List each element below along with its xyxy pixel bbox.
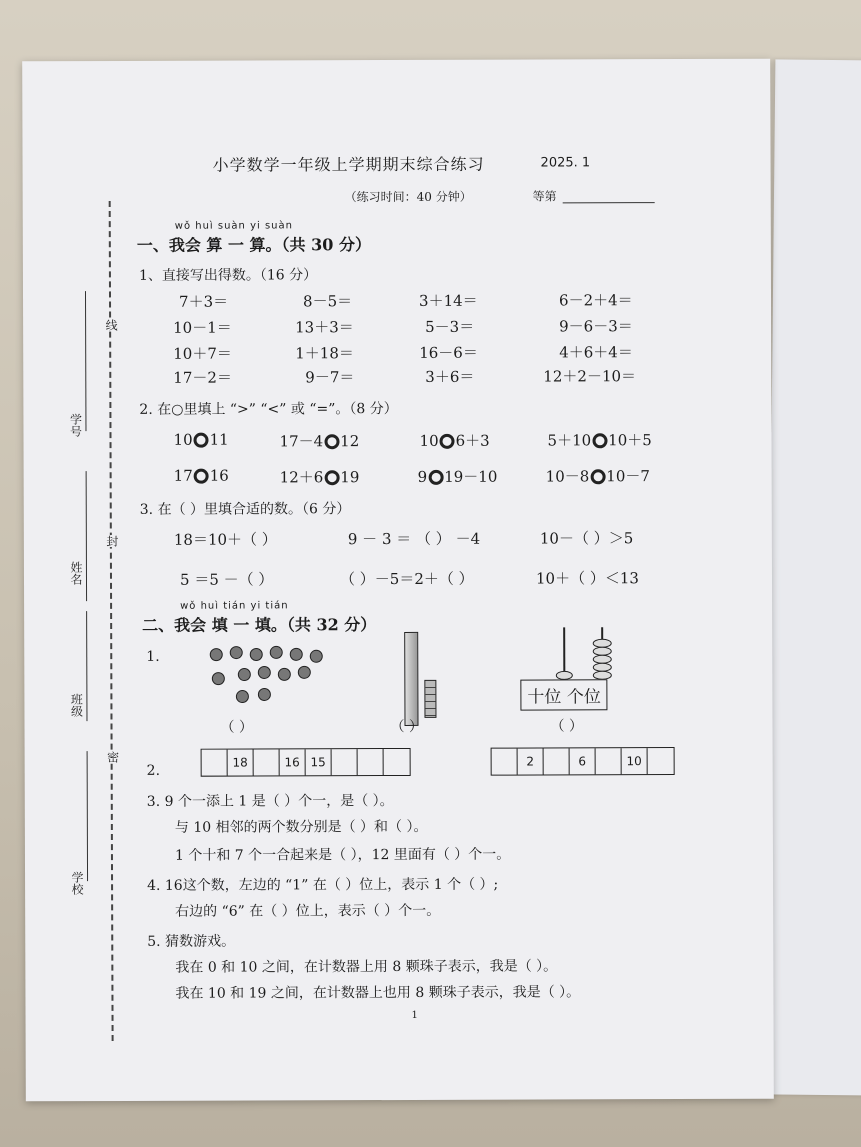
- sequence-cell[interactable]: 18: [228, 750, 254, 776]
- class-label: 班级: [69, 693, 84, 718]
- calc-item: 16－6＝: [419, 343, 478, 362]
- sequence-cell[interactable]: [648, 748, 674, 774]
- calc-item: 17－2＝: [173, 368, 232, 387]
- calc-item: 10＋7＝: [173, 344, 232, 363]
- calc-item: 9－7＝: [305, 368, 355, 387]
- number-sequence-1: [201, 748, 411, 777]
- calc-item: 1＋18＝: [295, 344, 354, 363]
- blank-b[interactable]: （ ）: [390, 718, 423, 736]
- compare-item: 10 6＋3: [419, 431, 490, 450]
- blank-c[interactable]: （ ）: [550, 718, 583, 735]
- q2-2-number: 2.: [146, 762, 161, 779]
- time-note: （练习时间：40 分钟）: [344, 189, 472, 205]
- calc-item: 3＋6＝: [425, 367, 475, 386]
- name-label: 姓名: [68, 561, 84, 586]
- q2-4-line: 右边的 “6” 在（ ）位上，表示（ ）个一。: [175, 902, 441, 920]
- circle-blank[interactable]: [592, 433, 607, 448]
- section2-title: 二、我会 填 一 填。（共 32 分）: [142, 615, 377, 635]
- id-underline: [85, 291, 86, 431]
- sequence-cell[interactable]: [544, 748, 570, 774]
- fill-item: 10－（ ）＞5: [539, 529, 634, 548]
- q1-prompt: 1、直接写出得数。（16 分）: [138, 267, 318, 284]
- abacus-picture: [544, 625, 634, 685]
- line-word: 线: [104, 318, 119, 332]
- school-underline: [87, 751, 88, 881]
- circle-blank[interactable]: [194, 433, 209, 448]
- page-number: 1: [411, 1009, 418, 1021]
- calc-item: 8－5＝: [302, 292, 353, 311]
- circle-blank[interactable]: [590, 469, 605, 484]
- compare-item: 10－8 10－7: [545, 467, 650, 486]
- sequence-cell[interactable]: [254, 749, 280, 775]
- calc-item: 4＋6＋4＝: [559, 343, 633, 362]
- blank-a[interactable]: （ ）: [220, 719, 253, 736]
- q2-4-line: 4. 16这个数，左边的 “1” 在（ ）位上，表示 1 个（ ）;: [147, 876, 499, 894]
- class-underline: [86, 611, 87, 721]
- school-label: 学校: [70, 871, 85, 896]
- sequence-cell[interactable]: [202, 750, 228, 776]
- calc-item: 13＋3＝: [295, 318, 354, 337]
- circle-blank[interactable]: [428, 470, 443, 485]
- compare-item: 17 16: [173, 466, 229, 485]
- number-sequence-2: [491, 747, 675, 776]
- q3-prompt: 3. 在（ ）里填合适的数。（6 分）: [139, 501, 351, 518]
- calc-item: 5－3＝: [425, 317, 475, 336]
- q2-3-line: 与 10 相邻的两个数分别是（ ）和（ ）。: [174, 818, 428, 836]
- compare-item: 9 19－10: [417, 467, 498, 486]
- sequence-cell[interactable]: 6: [570, 748, 596, 774]
- fill-item: （ ）－5＝2＋（ ）: [339, 569, 474, 589]
- q2-5-line: 我在 10 和 19 之间，在计数器上也用 8 颗珠子表示，我是（ ）。: [175, 984, 581, 1002]
- sequence-cell[interactable]: 2: [518, 748, 544, 774]
- circle-blank[interactable]: [194, 469, 209, 484]
- name-underline: [86, 471, 87, 601]
- section1-pinyin: wǒ huì suàn yi suàn: [174, 220, 293, 232]
- second-page-edge: [765, 59, 861, 1095]
- id-label: 学号: [68, 413, 83, 438]
- fill-item: 10＋（ ）＜13: [535, 569, 639, 588]
- sequence-cell[interactable]: [332, 749, 358, 775]
- fill-item: 9 － 3 ＝ （ ） －4: [347, 529, 481, 549]
- sequence-cell[interactable]: [492, 749, 518, 775]
- q2-3-line: 3. 9 个一添上 1 是（ ）个一，是（ ）。: [146, 793, 394, 810]
- compare-item: 5＋10 10＋5: [547, 431, 652, 450]
- compare-item: 10 11: [173, 430, 229, 449]
- exam-page: [22, 59, 774, 1102]
- exam-date: 2025. 1: [540, 155, 591, 171]
- circle-blank[interactable]: [440, 434, 455, 449]
- q2-5-line: 5. 猜数游戏。: [147, 933, 236, 950]
- fill-item: 5 ＝5 －（ ）: [179, 570, 274, 589]
- grade-label: 等第: [532, 189, 557, 204]
- calc-item: 7＋3＝: [178, 292, 229, 311]
- q2-1-number: 1.: [146, 648, 160, 665]
- grade-blank: [563, 202, 655, 203]
- seal-word: 封: [104, 534, 119, 548]
- page-title: 小学数学一年级上学期期末综合练习: [212, 154, 485, 175]
- sequence-cell[interactable]: [358, 749, 384, 775]
- section2-pinyin: wǒ huì tián yi tián: [180, 600, 289, 612]
- section1-title: 一、我会 算 一 算。（共 30 分）: [136, 235, 371, 255]
- calc-item: 3＋14＝: [418, 291, 478, 310]
- shuttlecock-picture: [204, 644, 324, 720]
- sequence-cell[interactable]: 10: [622, 748, 648, 774]
- calc-item: 6－2＋4＝: [558, 291, 633, 310]
- calc-item: 9－6－3＝: [559, 317, 633, 336]
- compare-item: 12＋6 19: [279, 468, 360, 487]
- sequence-cell[interactable]: [384, 749, 410, 775]
- ten-rod: [404, 632, 418, 726]
- unit-cubes: [424, 680, 436, 718]
- calc-item: 10－1＝: [173, 318, 232, 337]
- sequence-cell[interactable]: [596, 748, 622, 774]
- fill-item: 18＝10＋（ ）: [173, 530, 277, 549]
- abacus-label: 十位 个位: [520, 679, 608, 710]
- q2-3-line: 1 个十和 7 个一合起来是（ ），12 里面有（ ）个一。: [174, 846, 511, 864]
- compare-item: 17－4 12: [279, 432, 360, 451]
- q2-5-line: 我在 0 和 10 之间，在计数器上用 8 颗珠子表示，我是（ ）。: [175, 958, 558, 976]
- q2-prompt: 2. 在○里填上 “>” “<” 或 “=”。（8 分）: [139, 400, 398, 418]
- circle-blank[interactable]: [324, 470, 339, 485]
- secret-word: 密: [105, 750, 120, 764]
- circle-blank[interactable]: [324, 434, 339, 449]
- calc-item: 12＋2－10＝: [543, 367, 637, 386]
- sequence-cell[interactable]: 16: [280, 749, 306, 775]
- sequence-cell[interactable]: 15: [306, 749, 332, 775]
